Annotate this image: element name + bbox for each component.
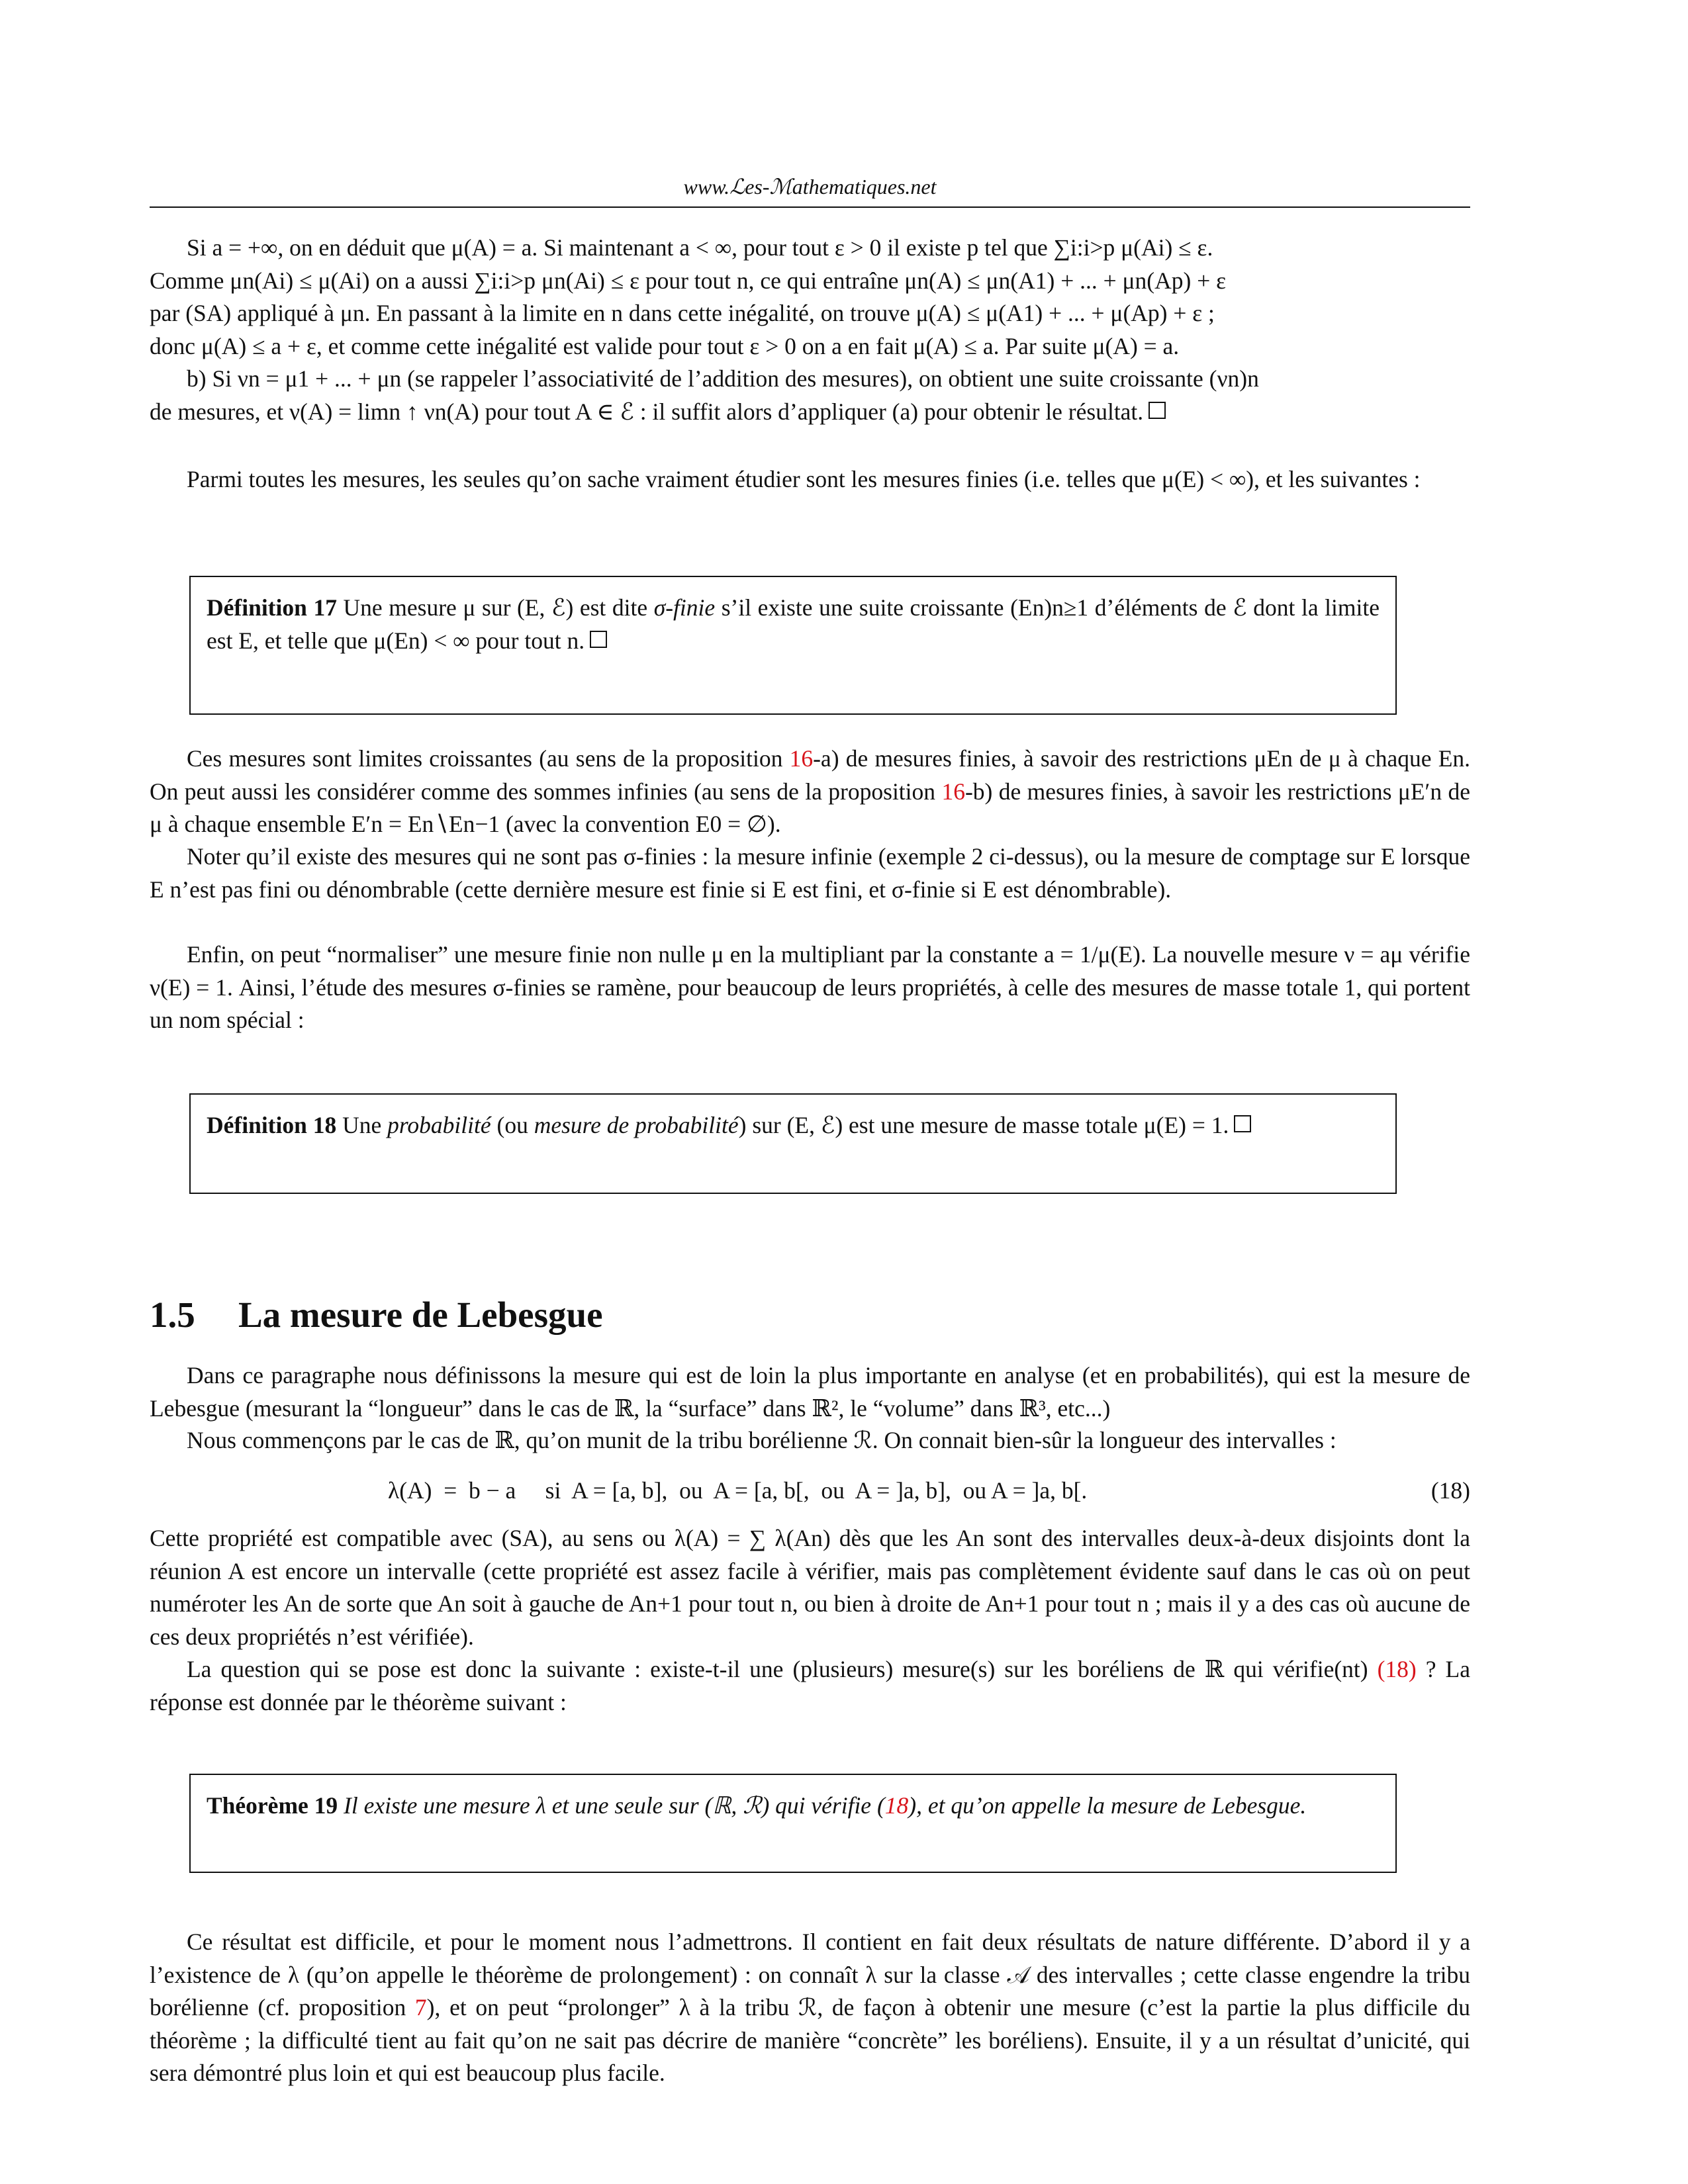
paragraph-begin: Nous commençons par le cas de ℝ, qu’on munit de la tribu borélienne ℛ. On connait bien-sûr la longueur des intervalles : [187, 1427, 1336, 1453]
text: Ces mesures sont limites croissantes (au sens de la proposition [187, 745, 783, 772]
proposition-ref-link[interactable]: 16 [941, 778, 965, 805]
definition-text: s’il existe une suite croissante (En)n≥1 d’éléments de ℰ dont la limite est E, et telle que μ(En) < ∞ pour tout n. [207, 594, 1380, 654]
definition-text: ) sur (E, ℰ) est une mesure de masse totale μ(E) = 1. [738, 1112, 1229, 1138]
proof-line: Comme μn(Ai) ≤ μ(Ai) on a aussi ∑i:i>p μn(Ai) ≤ ε pour tout n, ce qui entraîne μn(A) ≤ μn(A1) + ... + μn(Ap) + ε [150, 267, 1226, 294]
proof-line: donc μ(A) ≤ a + ε, et comme cette inégalité est valide pour tout ε > 0 on a en fait μ(A) ≤ a. Par suite μ(A) = a. [150, 332, 1180, 359]
proof-continuation [150, 232, 1470, 428]
theorem-text [344, 1792, 1306, 1819]
text: Il existe une mesure λ et une seule sur (ℝ, ℛ) qui vérifie ( [344, 1792, 885, 1819]
proof-line: b) Si νn = μ1 + ... + μn (se rappeler l’associativité de l’addition des mesures), on obtient une suite croissante (νn)n [187, 365, 1259, 392]
section-heading [150, 1292, 602, 1338]
text: -b) de mesures finies, à savoir les restrictions μE′n de μ à chaque ensemble E′n = En∖En−1 (avec la convention E0 = ∅). [150, 778, 1470, 837]
definition-text: Une mesure μ sur (E, ℰ) est dite [343, 594, 648, 621]
definition-text: Une [342, 1112, 382, 1138]
proposition-ref-link[interactable]: 7 [414, 1994, 427, 2021]
qed-square-icon [590, 631, 607, 648]
equation-formula: λ(A) = b − a si A = [a, b], ou A = [a, b[, ou A = ]a, b], ou A = ]a, b[. [388, 1477, 1088, 1504]
qed-square-icon [1234, 1115, 1251, 1132]
paragraph-compatibility: Cette propriété est compatible avec (SA), au sens ou λ(A) = ∑ λ(An) dès que les An sont des intervalles deux-à-deux disjoints dont la réunion A est encore un intervalle (cette propriété est assez facile à vérifier, mais pas complètement évidente sauf dans le cas où on peut numéroter les An de sorte que An soit à gauche de An+1 pour tout n, ou bien à droite de An+1 pour tout n ; mais il y a des cas où aucune de ces deux propriétés n’est vérifiée). [150, 1525, 1470, 1650]
definition-term: mesure de probabilité [534, 1112, 739, 1138]
definition-text: (ou [496, 1112, 528, 1138]
paragraph-increasing-limits [150, 743, 1470, 841]
equation-ref-link[interactable]: 18 [884, 1792, 909, 1819]
section-title: La mesure de Lebesgue [238, 1295, 603, 1335]
text: La question qui se pose est donc la suivante : existe-t-il une (plusieurs) mesure(s) sur les boréliens de ℝ qui vérifie(nt) [187, 1656, 1368, 1682]
paragraph-intro: Dans ce paragraphe nous définissons la mesure qui est de loin la plus importante en analyse (et en probabilités), qui est la mesure de Lebesgue (mesurant la “longueur” dans le cas de ℝ, la “surface” dans ℝ², le “volume” dans ℝ³, etc...) [150, 1362, 1470, 1422]
proposition-ref-link[interactable]: 16 [789, 745, 814, 772]
paragraph-question [150, 1653, 1470, 1719]
theorem-19-box [189, 1774, 1397, 1873]
text: Ce résultat est difficile, et pour le moment nous l’admettrons. Il contient en fait deux résultats de nature différente. D’abord il y a l’existence de λ (qu’on appelle le théorème de prolongement) : on connaît λ sur la classe 𝒜 des intervalles ; cette classe engendre la tribu borélienne (cf. proposition [150, 1929, 1470, 2021]
proof-last-line [150, 396, 1470, 429]
equation-ref-link[interactable]: (18) [1377, 1656, 1417, 1682]
text: ? La réponse est donnée par le théorème suivant : [150, 1656, 1470, 1715]
equation-number: (18) [1430, 1477, 1470, 1504]
theorem-label: Théorème 19 [207, 1792, 338, 1819]
proof-line: Si a = +∞, on en déduit que μ(A) = a. Si maintenant a < ∞, pour tout ε > 0 il existe p tel que ∑i:i>p μ(Ai) ≤ ε. [187, 234, 1213, 261]
paragraph-normalise: Enfin, on peut “normaliser” une mesure finie non nulle μ en la multipliant par la constante a = 1/μ(E). La nouvelle mesure ν = aμ vérifie ν(E) = 1. Ainsi, l’étude des mesures σ-finies se ramène, pour beaucoup de leurs propriétés, à celle des mesures de masse totale 1, qui portent un nom spécial : [150, 941, 1470, 1033]
paragraph-final [150, 1926, 1470, 2090]
definition-18-box [189, 1093, 1397, 1194]
qed-square-icon [1149, 402, 1166, 419]
paragraph-non-sigma-finite: Noter qu’il existe des mesures qui ne sont pas σ-finies : la mesure infinie (exemple 2 ci-dessus), ou la mesure de comptage sur E lorsque E n’est pas fini ou dénombrable (cette dernière mesure est finie si E est fini, et σ-finie si E est dénombrable). [150, 843, 1470, 903]
text: ), et on peut “prolonger” λ à la tribu ℛ, de façon à obtenir une mesure (c’est la partie la plus difficile du théorème ; la difficulté tient au fait qu’on ne sait pas décrire de manière “concrète” les boréliens). Ensuite, il y a un résultat d’unicité, qui sera démontré plus loin et qui est beaucoup plus facile. [150, 1994, 1470, 2086]
definition-term: probabilité [387, 1112, 491, 1138]
text: ), et qu’on appelle la mesure de Lebesgue. [908, 1792, 1307, 1819]
definition-term: σ-finie [653, 594, 716, 621]
page-header: www.ℒes-ℳathematiques.net [683, 175, 937, 199]
proof-line: par (SA) appliqué à μn. En passant à la limite en n dans cette inégalité, on trouve μ(A) ≤ μ(A1) + ... + μ(Ap) + ε ; [150, 300, 1215, 326]
text: -a) de mesures finies, à savoir des restrictions μEn de μ à chaque En. On peut aussi les considérer comme des sommes infinies (au sens de la proposition [150, 745, 1471, 805]
definition-label: Définition 18 [207, 1112, 337, 1138]
document-page [150, 0, 1470, 2184]
proof-line: de mesures, et ν(A) = limn ↑ νn(A) pour tout A ∈ ℰ : il suffit alors d’appliquer (a) pour obtenir le résultat. [150, 398, 1144, 425]
definition-label: Définition 17 [207, 594, 337, 621]
paragraph-finite-measures: Parmi toutes les mesures, les seules qu’on sache vraiment étudier sont les mesures finies (i.e. telles que μ(E) < ∞), et les suivantes : [187, 466, 1421, 492]
definition-17-box [189, 576, 1397, 715]
section-number: 1.5 [150, 1295, 195, 1335]
header-rule [150, 206, 1470, 208]
